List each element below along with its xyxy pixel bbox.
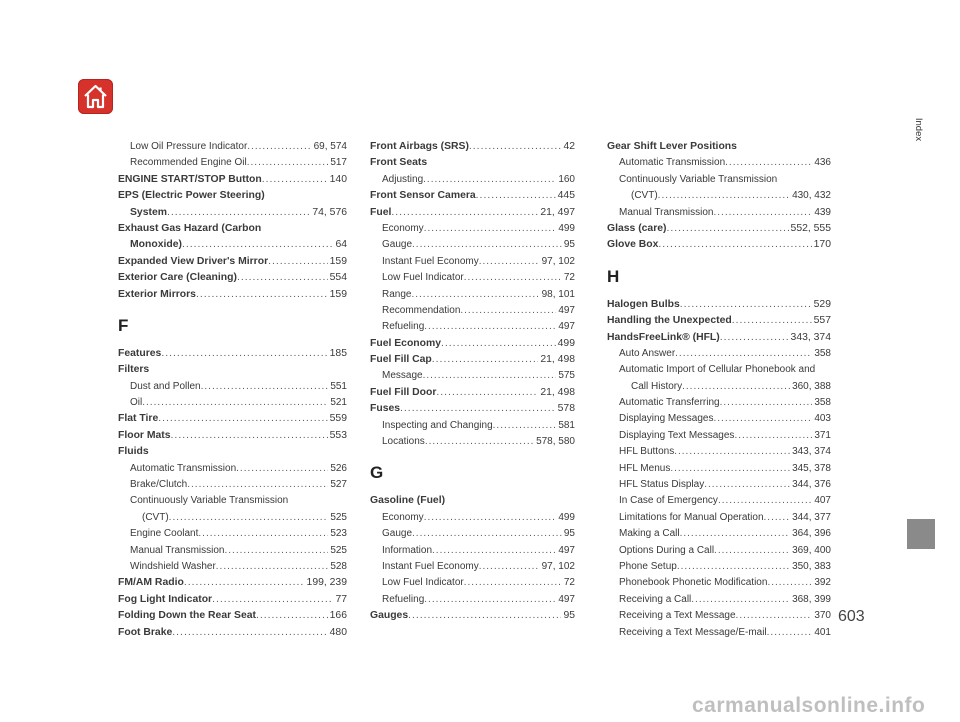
index-entry[interactable]: Options During a Call ..... 369, 400 [607, 543, 831, 559]
index-entry[interactable]: Receiving a Text Message ..... 370 [607, 608, 831, 624]
index-entry[interactable]: Fuses ..... 578 [370, 401, 575, 417]
index-entry[interactable]: Monoxide) ..... 64 [118, 237, 347, 253]
index-entry[interactable]: Call History ..... 360, 388 [607, 379, 831, 395]
index-entry[interactable]: Inspecting and Changing ..... 581 [370, 418, 575, 434]
index-entry[interactable]: Locations ..... 578, 580 [370, 434, 575, 450]
index-entry[interactable]: Gauge ..... 95 [370, 526, 575, 542]
index-entry[interactable]: Low Fuel Indicator ..... 72 [370, 270, 575, 286]
index-entry[interactable]: Manual Transmission ..... 525 [118, 543, 347, 559]
index-entry[interactable]: Message ..... 575 [370, 368, 575, 384]
section-letter-f: F [118, 315, 129, 335]
index-column-1 [118, 139, 347, 641]
index-entry[interactable]: Range ..... 98, 101 [370, 287, 575, 303]
index-entry[interactable]: Refueling ..... 497 [370, 319, 575, 335]
index-entry[interactable]: Folding Down the Rear Seat ..... 166 [118, 608, 347, 624]
index-entry[interactable]: Automatic Transferring ..... 358 [607, 395, 831, 411]
index-entry[interactable]: Brake/Clutch ..... 527 [118, 477, 347, 493]
col3-top-entries [607, 139, 831, 254]
index-entry[interactable]: Displaying Text Messages ..... 371 [607, 428, 831, 444]
index-entry[interactable]: HandsFreeLink® (HFL) ..... 343, 374 [607, 330, 831, 346]
home-icon [82, 83, 109, 110]
col2-top-entries [370, 139, 575, 450]
index-entry[interactable]: Foot Brake ..... 480 [118, 625, 347, 641]
index-entry[interactable]: HFL Status Display ..... 344, 376 [607, 477, 831, 493]
index-heading: Front Seats [370, 157, 428, 169]
index-entry[interactable]: Economy ..... 499 [370, 510, 575, 526]
section-letter-g: G [370, 463, 384, 483]
section-marker [907, 519, 935, 549]
index-entry[interactable]: Limitations for Manual Operation ..... 344, 377 [607, 510, 831, 526]
index-entry[interactable]: Flat Tire ..... 559 [118, 411, 347, 427]
index-entry[interactable]: Fuel ..... 21, 497 [370, 205, 575, 221]
index-entry[interactable]: Glass (care) ..... 552, 555 [607, 221, 831, 237]
index-entry[interactable]: In Case of Emergency ..... 407 [607, 493, 831, 509]
index-entry[interactable]: Manual Transmission ..... 439 [607, 205, 831, 221]
index-entry[interactable]: Oil ..... 521 [118, 395, 347, 411]
index-entry[interactable]: Gauge ..... 95 [370, 237, 575, 253]
index-side-tab[interactable] [911, 90, 926, 169]
index-entry[interactable]: Windshield Washer ..... 528 [118, 559, 347, 575]
index-column-2 [370, 139, 575, 625]
index-entry[interactable]: Low Oil Pressure Indicator ..... 69, 574 [118, 139, 347, 155]
index-heading: Gear Shift Lever Positions [607, 141, 737, 152]
index-entry[interactable]: Fuel Economy ..... 499 [370, 336, 575, 352]
index-entry[interactable]: Glove Box ..... 170 [607, 237, 831, 253]
col1-f-entries [118, 346, 347, 641]
index-entry[interactable]: Dust and Pollen ..... 551 [118, 379, 347, 395]
index-entry[interactable]: Exterior Care (Cleaning) ..... 554 [118, 270, 347, 286]
index-entry[interactable]: Information ..... 497 [370, 543, 575, 559]
section-letter-h: H [607, 266, 620, 286]
index-tab-label: Index [913, 117, 924, 142]
index-entry[interactable]: Low Fuel Indicator ..... 72 [370, 575, 575, 591]
index-entry[interactable]: Exterior Mirrors ..... 159 [118, 287, 347, 303]
index-entry[interactable]: Receiving a Text Message/E-mail ..... 401 [607, 625, 831, 641]
index-heading: Continuously Variable Transmission [619, 173, 778, 185]
index-entry[interactable]: Economy ..... 499 [370, 221, 575, 237]
index-entry[interactable]: Automatic Transmission ..... 526 [118, 461, 347, 477]
index-entry[interactable]: Engine Coolant ..... 523 [118, 526, 347, 542]
index-entry[interactable]: Floor Mats ..... 553 [118, 428, 347, 444]
index-heading: Exhaust Gas Hazard (Carbon [118, 222, 262, 234]
index-entry[interactable]: HFL Menus ..... 345, 378 [607, 461, 831, 477]
col2-g-entries [370, 493, 575, 624]
index-entry[interactable]: Instant Fuel Economy ..... 97, 102 [370, 559, 575, 575]
index-entry[interactable]: Recommended Engine Oil ..... 517 [118, 155, 347, 171]
index-entry[interactable]: Phonebook Phonetic Modification ..... 392 [607, 575, 831, 591]
index-entry[interactable]: Refueling ..... 497 [370, 592, 575, 608]
index-entry[interactable]: Automatic Transmission ..... 436 [607, 155, 831, 171]
index-entry[interactable]: Displaying Messages ..... 403 [607, 411, 831, 427]
index-entry[interactable]: Making a Call ..... 364, 396 [607, 526, 831, 542]
index-heading: Fluids [118, 446, 149, 458]
index-entry[interactable]: Instant Fuel Economy ..... 97, 102 [370, 254, 575, 270]
index-entry[interactable]: Fuel Fill Door ..... 21, 498 [370, 385, 575, 401]
index-heading: EPS (Electric Power Steering) [118, 190, 265, 202]
index-entry[interactable]: FM/AM Radio ..... 199, 239 [118, 575, 347, 591]
index-entry[interactable]: (CVT) ..... 430, 432 [607, 188, 831, 204]
index-heading: Gasoline (Fuel) [370, 495, 446, 507]
index-entry[interactable]: Auto Answer ..... 358 [607, 346, 831, 362]
index-entry[interactable]: Fuel Fill Cap ..... 21, 498 [370, 352, 575, 368]
watermark: carmanualsonline.info [692, 694, 926, 717]
index-heading: Filters [118, 364, 150, 376]
index-entry[interactable]: Receiving a Call ..... 368, 399 [607, 592, 831, 608]
index-entry[interactable]: Front Sensor Camera ..... 445 [370, 188, 575, 204]
index-entry[interactable]: Handling the Unexpected ..... 557 [607, 313, 831, 329]
index-entry[interactable]: Halogen Bulbs ..... 529 [607, 297, 831, 313]
index-entry[interactable]: Gauges ..... 95 [370, 608, 575, 624]
index-heading: Automatic Import of Cellular Phonebook and [619, 364, 816, 376]
index-entry[interactable]: Recommendation ..... 497 [370, 303, 575, 319]
col1-top-entries [118, 139, 347, 303]
index-entry[interactable]: Adjusting ..... 160 [370, 172, 575, 188]
home-button[interactable] [78, 79, 113, 114]
index-entry[interactable]: Expanded View Driver's Mirror ..... 159 [118, 254, 347, 270]
index-entry[interactable]: System ..... 74, 576 [118, 205, 347, 221]
index-entry[interactable]: Features ..... 185 [118, 346, 347, 362]
page-number: 603 [838, 608, 865, 625]
index-entry[interactable]: Phone Setup ..... 350, 383 [607, 559, 831, 575]
index-heading: Continuously Variable Transmission [130, 495, 289, 507]
index-column-3 [607, 139, 831, 641]
index-entry[interactable]: HFL Buttons ..... 343, 374 [607, 444, 831, 460]
index-entry[interactable]: (CVT) ..... 525 [118, 510, 347, 526]
col3-h-entries [607, 297, 831, 641]
index-entry[interactable]: ENGINE START/STOP Button ..... 140 [118, 172, 347, 188]
index-entry[interactable]: Front Airbags (SRS) ..... 42 [370, 139, 575, 155]
index-entry[interactable]: Fog Light Indicator ..... 77 [118, 592, 347, 608]
